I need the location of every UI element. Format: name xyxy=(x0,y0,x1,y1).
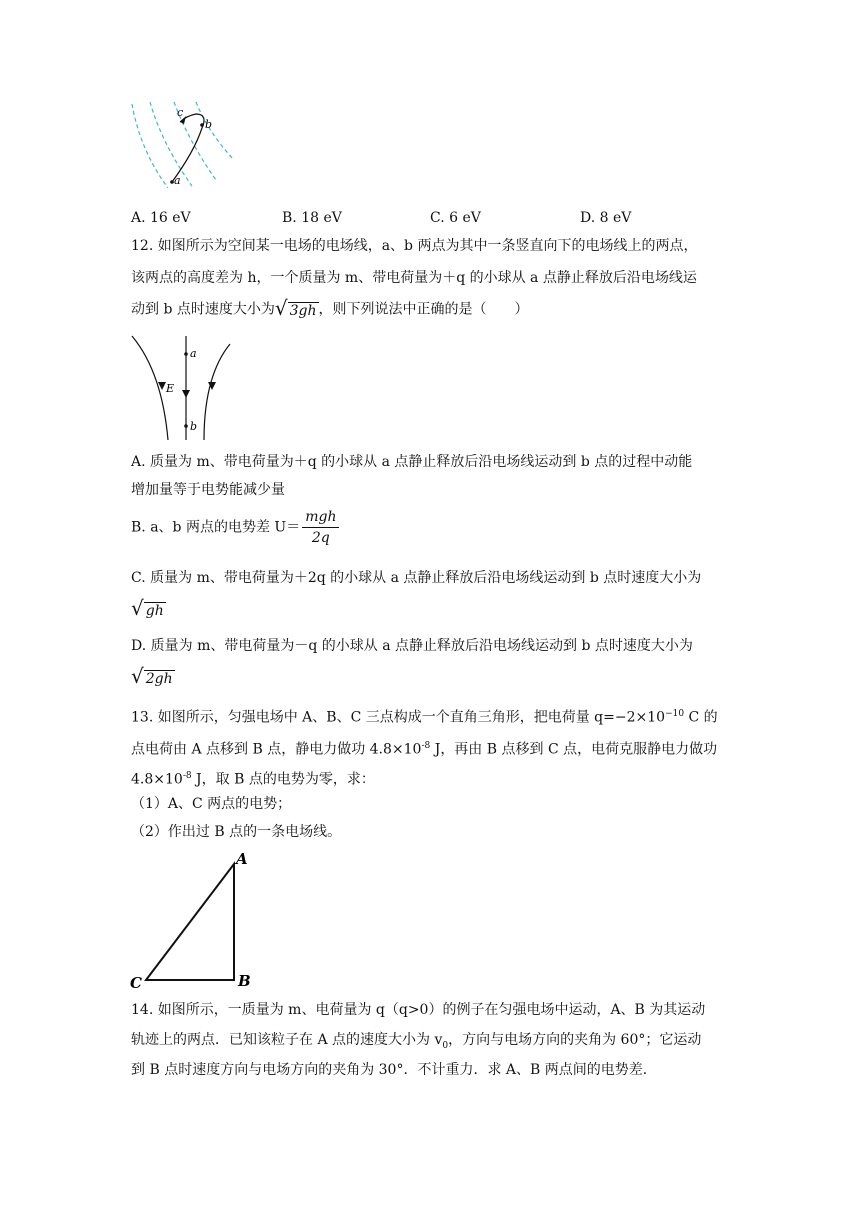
label-C: C xyxy=(130,974,142,990)
sqrt-3gh: √ 3gh xyxy=(274,296,317,320)
field-lines-figure xyxy=(128,332,238,444)
q11-option-b: B. 18 eV xyxy=(282,210,342,226)
q12-option-b: B. a、b 两点的电势差 U＝ $\frac{\text{mgh}}{2q}$ xyxy=(131,508,341,547)
q14-text-line2: 轨迹上的两点．已知该粒子在 A 点的速度大小为 $v_0$，方向与电场方向的夹角为 60°；它运动 xyxy=(131,1032,702,1051)
q14-text-line1: 14. 如图所示，一质量为 m、电荷量为 q（q>0）的例子在匀强电场中运动，A、B 为其运动 xyxy=(131,1002,706,1018)
label-B: B xyxy=(238,972,251,990)
label-a: a xyxy=(174,174,181,187)
q13-text-line3: $4.8\times 10^{-8}$ J，取 B 点的电势为零，求： xyxy=(131,771,375,788)
q12-text-line3: 动到 b 点时速度大小为√ 3gh ，则下列说法中正确的是（ ） xyxy=(131,296,529,320)
q11-option-c: C. 6 eV xyxy=(430,210,481,226)
q12-text-line1: 12. 如图所示为空间某一电场的电场线，a、b 两点为其中一条竖直向下的电场线上的两点， xyxy=(131,238,698,254)
q13-text-line1: 13. 如图所示，匀强电场中 A、B、C 三点构成一个直角三角形，把电荷量 $q=-2\times 10^{-10}$ C 的 xyxy=(131,709,718,726)
q12-option-c-line2 xyxy=(131,598,166,621)
label-E: E xyxy=(166,382,175,395)
q13-subquestion-2: （2）作出过 B 点的一条电场线。 xyxy=(131,824,342,840)
label-b: b xyxy=(205,118,213,131)
q12-option-a-line1: A. 质量为 m、带电荷量为＋q 的小球从 a 点静止释放后沿电场线运动到 b 点的过程中动能 xyxy=(131,454,693,470)
sqrt-2gh: √ 2gh xyxy=(131,664,173,688)
q11-option-d: D. 8 eV xyxy=(580,210,632,226)
q13-subquestion-1: （1）A、C 两点的电势； xyxy=(131,796,292,812)
label-b: b xyxy=(190,420,198,433)
q13-text-line2: 点电荷由 A 点移到 B 点，静电力做功 $4.8\times 10^{-8}$ J，再由 B 点移到 C 点，电荷克服静电力做功 xyxy=(131,741,718,758)
fraction-mgh-2q: $\frac{\text{mgh}}{2q}$ xyxy=(302,508,339,547)
q14-text-line3: 到 B 点时速度方向与电场方向的夹角为 30°．不计重力．求 A、B 两点间的电势差． xyxy=(131,1062,657,1078)
q12-option-a-line2: 增加量等于电势能减少量 xyxy=(131,482,285,498)
equipotential-figure xyxy=(128,100,238,192)
label-c: c xyxy=(177,106,184,119)
q12-text-line2: 该两点的高度差为 h，一个质量为 m、带电荷量为＋q 的小球从 a 点静止释放后沿电场线运 xyxy=(131,270,697,286)
q12-option-d-line2 xyxy=(131,666,175,689)
q12-option-d-line1: D. 质量为 m、带电荷量为－q 的小球从 a 点静止释放后沿电场线运动到 b 点时速度大小为 xyxy=(131,638,693,654)
label-A: A xyxy=(236,850,248,868)
q11-option-a: A. 16 eV xyxy=(131,210,191,226)
right-triangle-figure xyxy=(128,848,258,990)
sqrt-gh: √ gh xyxy=(131,596,164,620)
q12-option-c-line1: C. 质量为 m、带电荷量为＋2q 的小球从 a 点静止释放后沿电场线运动到 b 点时速度大小为 xyxy=(131,570,702,586)
label-a: a xyxy=(190,347,197,360)
